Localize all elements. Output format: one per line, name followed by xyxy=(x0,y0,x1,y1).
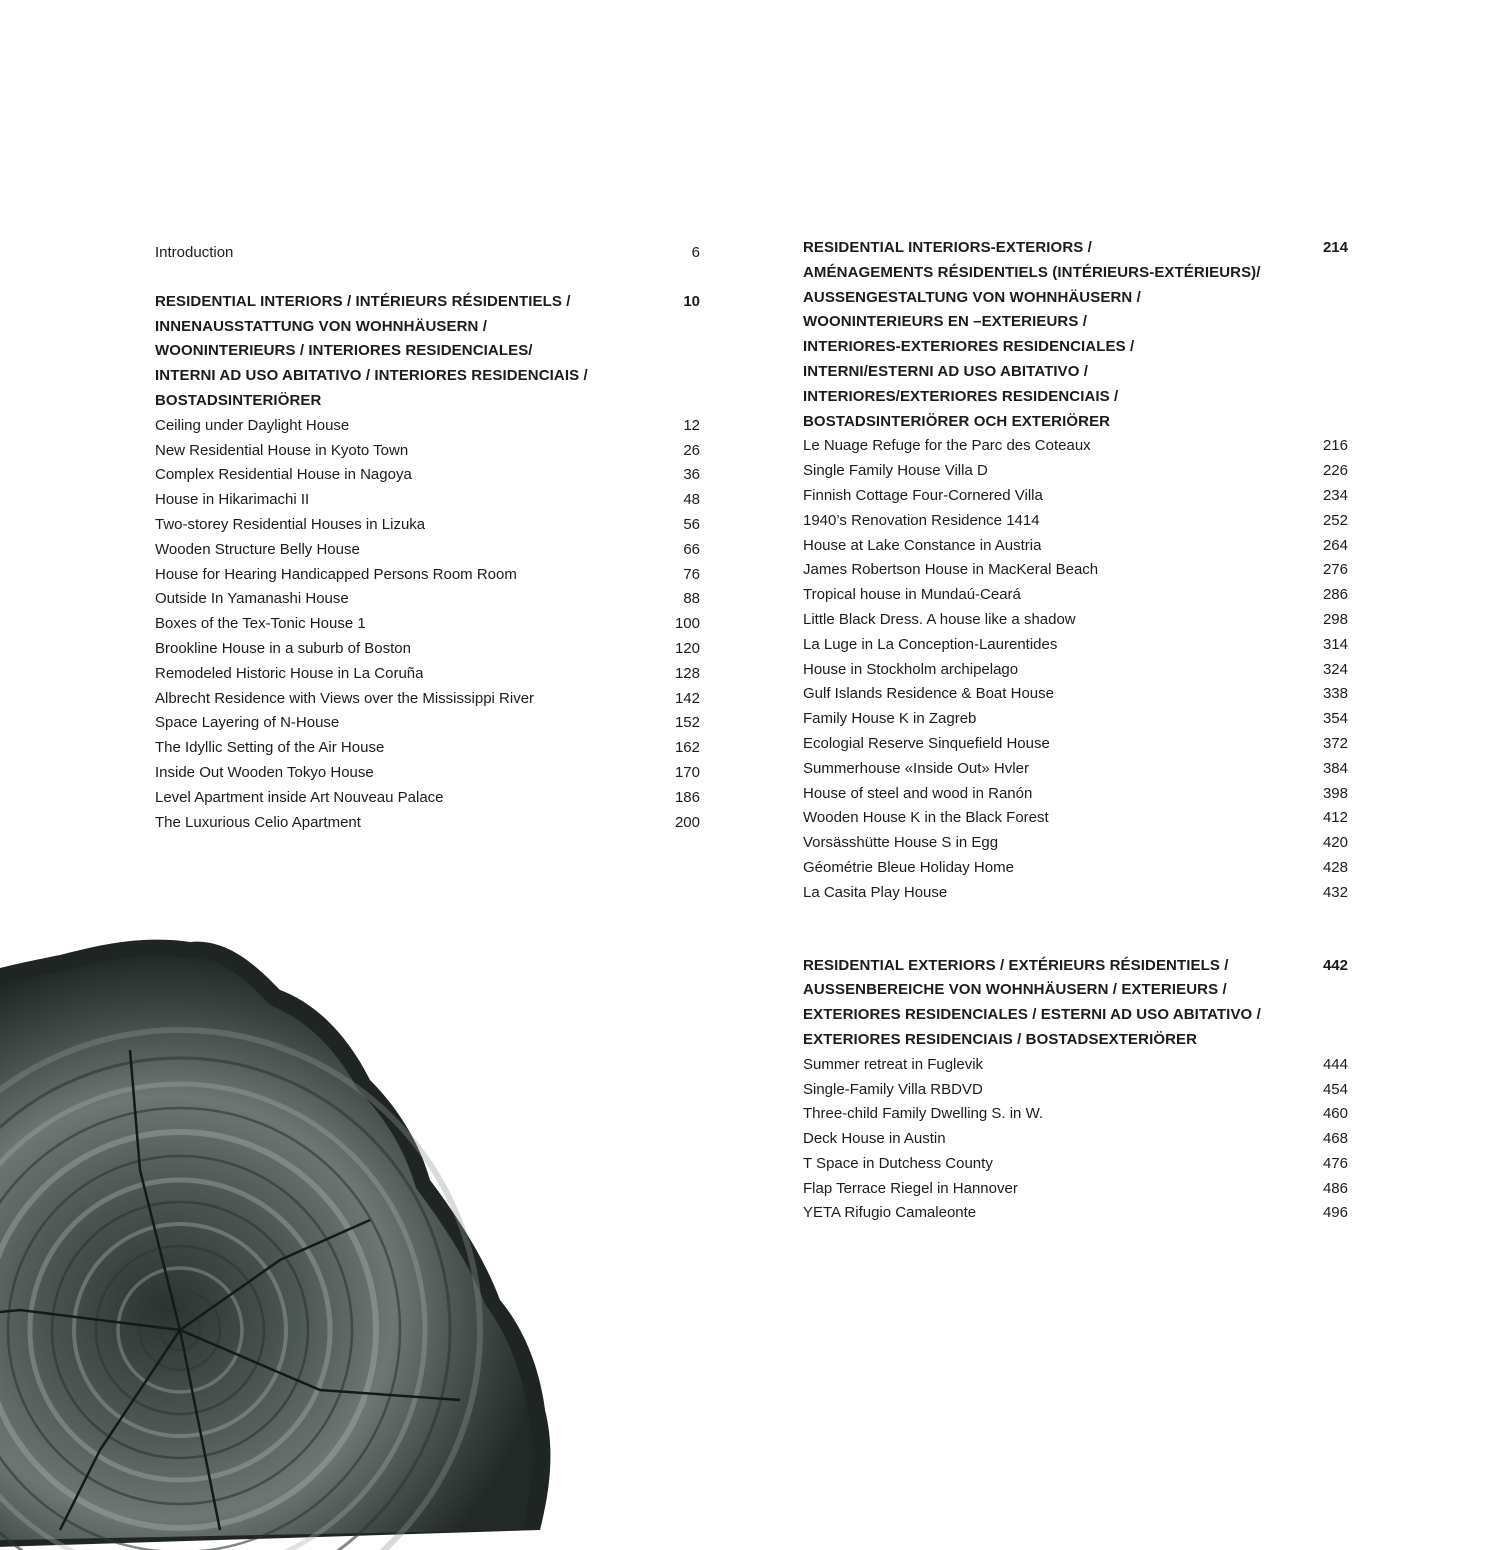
toc-entry-page: 468 xyxy=(1322,1130,1348,1148)
toc-entry-page: 496 xyxy=(1322,1204,1348,1222)
toc-entry-page: 234 xyxy=(1322,486,1348,504)
section-page-number: 214 xyxy=(1322,239,1348,256)
toc-entry-title: 1940’s Renovation Residence 1414 xyxy=(803,511,1040,529)
toc-entry[interactable] xyxy=(803,782,1348,807)
toc-entry[interactable] xyxy=(803,583,1348,608)
toc-entry-title: Space Layering of N-House xyxy=(155,714,340,732)
toc-entry[interactable] xyxy=(155,662,700,687)
toc-entry-title: Vorsässhütte House S in Egg xyxy=(803,834,999,852)
toc-entry-page: 324 xyxy=(1322,660,1348,678)
toc-entry[interactable] xyxy=(803,509,1348,534)
toc-entry-title: La Casita Play House xyxy=(803,883,948,901)
toc-entry-page: 100 xyxy=(674,615,700,633)
toc-entry-title: Ecologial Reserve Sinquefield House xyxy=(803,734,1050,752)
toc-entry-title: House of steel and wood in Ranón xyxy=(803,784,1033,802)
toc-entry[interactable] xyxy=(803,707,1348,732)
toc-entry[interactable] xyxy=(803,881,1348,906)
toc-entry-title: Summerhouse «Inside Out» Hvler xyxy=(803,759,1029,777)
toc-entry-title: Géométrie Bleue Holiday Home xyxy=(803,858,1014,876)
toc-entry-title: House for Hearing Handicapped Persons Room Room xyxy=(155,565,517,583)
toc-entry-page: 432 xyxy=(1322,883,1348,901)
toc-entry-page: 186 xyxy=(674,788,700,806)
toc-entry-page: 298 xyxy=(1322,610,1348,628)
toc-entry-title: YETA Rifugio Camaleonte xyxy=(803,1204,977,1222)
toc-entry-page: 128 xyxy=(674,664,700,682)
toc-entry-title: House in Stockholm archipelago xyxy=(803,660,1019,678)
toc-entry-page: 88 xyxy=(683,590,700,608)
toc-entry-page: 226 xyxy=(1322,462,1348,480)
section-heading-line: AUSSENBEREICHE VON WOHNHÄUSERN / EXTERIEURS / xyxy=(803,981,1227,999)
toc-entry-title: Introduction xyxy=(155,244,234,261)
section-page-number: 10 xyxy=(683,292,700,310)
toc-entry-title: Tropical house in Mundaú-Ceará xyxy=(803,586,1021,604)
section-heading-line: INTERNI/ESTERNI AD USO ABITATIVO / xyxy=(803,362,1089,380)
section-heading-line: INTERIORES-EXTERIORES RESIDENCIALES / xyxy=(803,338,1135,356)
section-heading-line: BOSTADSINTERIÖRER OCH EXTERIÖRER xyxy=(803,412,1111,430)
toc-entry-page: 12 xyxy=(683,416,700,434)
toc-entry-title: Wooden House K in the Black Forest xyxy=(803,809,1049,827)
toc-entry-page: 152 xyxy=(674,714,700,732)
toc-entry-page: 36 xyxy=(683,466,700,484)
toc-entry-page: 120 xyxy=(674,639,700,657)
toc-entry-page: 170 xyxy=(674,763,700,781)
toc-entry[interactable] xyxy=(803,1152,1348,1177)
toc-entry-title: Summer retreat in Fuglevik xyxy=(803,1055,984,1073)
toc-entry-page: 286 xyxy=(1322,586,1348,604)
toc-entry-page: 354 xyxy=(1322,710,1348,728)
toc-entry[interactable] xyxy=(803,459,1348,484)
toc-entry-title: Three-child Family Dwelling S. in W. xyxy=(803,1105,1044,1123)
toc-list xyxy=(803,434,1348,905)
toc-entry[interactable] xyxy=(155,513,700,538)
toc-entry[interactable] xyxy=(803,806,1348,831)
section-heading-line: RESIDENTIAL EXTERIORS / EXTÉRIEURS RÉSIDENTIELS / xyxy=(803,956,1229,974)
toc-entry-page: 412 xyxy=(1322,809,1348,827)
toc-entry-page: 252 xyxy=(1322,511,1348,529)
toc-left-column xyxy=(155,240,700,835)
toc-entry[interactable] xyxy=(155,463,700,488)
toc-entry[interactable] xyxy=(803,1078,1348,1103)
toc-entry-title: Family House K in Zagreb xyxy=(803,710,977,728)
toc-entry-title: Inside Out Wooden Tokyo House xyxy=(155,763,374,781)
toc-entry[interactable] xyxy=(155,439,700,464)
toc-entry[interactable] xyxy=(803,682,1348,707)
toc-entry[interactable] xyxy=(803,1127,1348,1152)
toc-entry-page: 476 xyxy=(1322,1154,1348,1172)
toc-entry-title: Complex Residential House in Nagoya xyxy=(155,466,412,484)
toc-entry-title: T Space in Dutchess County xyxy=(803,1154,993,1172)
toc-entry-title: Little Black Dress. A house like a shadow xyxy=(803,610,1076,628)
toc-entry-page: 264 xyxy=(1322,536,1348,554)
toc-entry-page: 142 xyxy=(674,689,700,707)
toc-entry-page: 398 xyxy=(1322,784,1348,802)
toc-entry[interactable] xyxy=(155,811,700,836)
toc-entry[interactable] xyxy=(803,484,1348,509)
toc-entry-title: Albrecht Residence with Views over the Mississippi River xyxy=(155,689,535,707)
toc-entry-title: Gulf Islands Residence & Boat House xyxy=(803,685,1054,703)
toc-entry[interactable] xyxy=(155,637,700,662)
toc-entry[interactable] xyxy=(155,687,700,712)
toc-entry-page: 216 xyxy=(1322,437,1348,455)
section-heading-line: AUSSENGESTALTUNG VON WOHNHÄUSERN / xyxy=(803,288,1141,306)
toc-entry-title: Deck House in Austin xyxy=(803,1130,946,1148)
toc-entry[interactable] xyxy=(155,761,700,786)
toc-entry-title: The Idyllic Setting of the Air House xyxy=(155,739,385,757)
toc-entry-title: Finnish Cottage Four-Cornered Villa xyxy=(803,486,1043,504)
section-heading-line: AMÉNAGEMENTS RÉSIDENTIELS (INTÉRIEURS-EXTÉRIEURS)/ xyxy=(803,263,1261,281)
section-heading-line: BOSTADSINTERIÖRER xyxy=(155,391,322,409)
toc-entry[interactable] xyxy=(803,658,1348,683)
toc-entry[interactable] xyxy=(803,1201,1348,1226)
toc-entry-page: 486 xyxy=(1322,1179,1348,1197)
toc-entry-page: 6 xyxy=(691,244,700,261)
toc-entry-title: New Residential House in Kyoto Town xyxy=(155,441,409,459)
toc-entry-page: 200 xyxy=(674,813,700,831)
section-page-number: 442 xyxy=(1322,956,1348,974)
section-heading-line: RESIDENTIAL INTERIORS / INTÉRIEURS RÉSIDENTIELS / xyxy=(155,292,571,310)
toc-entry[interactable] xyxy=(803,757,1348,782)
toc-entry-page: 162 xyxy=(674,739,700,757)
toc-entry[interactable] xyxy=(803,633,1348,658)
toc-entry-title: Wooden Structure Belly House xyxy=(155,540,360,558)
section-heading-line: INTERNI AD USO ABITATIVO / INTERIORES RESIDENCIAIS / xyxy=(155,367,588,385)
section-heading-line: WOONINTERIEURS / INTERIORES RESIDENCIALES/ xyxy=(155,342,533,360)
section-heading-line: INNENAUSSTATTUNG VON WOHNHÄUSERN / xyxy=(155,317,488,335)
toc-entry-page: 314 xyxy=(1322,635,1348,653)
section-heading-line: RESIDENTIAL INTERIORS-EXTERIORS / xyxy=(803,239,1092,256)
toc-entry-page: 66 xyxy=(683,540,700,558)
toc-entry-title: House in Hikarimachi II xyxy=(155,491,310,509)
toc-entry[interactable] xyxy=(155,786,700,811)
toc-entry-title: Level Apartment inside Art Nouveau Palace xyxy=(155,788,444,806)
section-heading-residential-interiors-exteriors[interactable] xyxy=(803,236,1348,434)
toc-entry-page: 26 xyxy=(683,441,700,459)
section-heading-residential-interiors[interactable] xyxy=(155,290,700,414)
toc-entry-page: 276 xyxy=(1322,561,1348,579)
toc-entry-page: 48 xyxy=(683,491,700,509)
toc-entry[interactable] xyxy=(155,414,700,439)
toc-entry-title: The Luxurious Celio Apartment xyxy=(155,813,361,831)
toc-entry-title: Brookline House in a suburb of Boston xyxy=(155,639,411,657)
toc-entry[interactable] xyxy=(155,736,700,761)
toc-entry-title: Single-Family Villa RBDVD xyxy=(803,1080,983,1098)
toc-entry[interactable] xyxy=(803,608,1348,633)
toc-entry-page: 338 xyxy=(1322,685,1348,703)
toc-entry-page: 444 xyxy=(1322,1055,1348,1073)
toc-list xyxy=(803,1053,1348,1227)
section-heading-line: WOONINTERIEURS EN –EXTERIEURS / xyxy=(803,313,1087,331)
toc-entry[interactable] xyxy=(155,538,700,563)
toc-entry-page: 384 xyxy=(1322,759,1348,777)
toc-entry-title: Le Nuage Refuge for the Parc des Coteaux xyxy=(803,437,1091,455)
toc-entry-page: 460 xyxy=(1322,1105,1348,1123)
section-heading-line: INTERIORES/EXTERIORES RESIDENCIAIS / xyxy=(803,387,1119,405)
toc-entry[interactable] xyxy=(803,434,1348,459)
toc-entry[interactable] xyxy=(803,1177,1348,1202)
toc-entry-title: Boxes of the Tex-Tonic House 1 xyxy=(155,615,366,633)
toc-entry-title: House at Lake Constance in Austria xyxy=(803,536,1042,554)
toc-entry-title: Remodeled Historic House in La Coruña xyxy=(155,664,424,682)
toc-entry[interactable] xyxy=(803,534,1348,559)
toc-list xyxy=(155,414,700,836)
tree-stump-illustration xyxy=(0,930,560,1550)
toc-entry-page: 56 xyxy=(683,515,700,533)
section-heading-residential-exteriors[interactable] xyxy=(803,954,1348,1053)
toc-entry[interactable] xyxy=(155,488,700,513)
toc-entry-title: Ceiling under Daylight House xyxy=(155,416,350,434)
section-heading-line: EXTERIORES RESIDENCIAIS / BOSTADSEXTERIÖRER xyxy=(803,1030,1198,1048)
toc-entry[interactable] xyxy=(803,732,1348,757)
toc-entry[interactable] xyxy=(803,856,1348,881)
toc-right-column xyxy=(803,236,1348,1226)
section-spacer xyxy=(803,906,1348,954)
toc-entry-title: Flap Terrace Riegel in Hannover xyxy=(803,1179,1018,1197)
toc-entry[interactable] xyxy=(803,1053,1348,1078)
toc-entry[interactable] xyxy=(155,587,700,612)
toc-entry-title: Two-storey Residential Houses in Lizuka xyxy=(155,515,426,533)
toc-entry[interactable] xyxy=(155,563,700,588)
toc-entry-introduction[interactable] xyxy=(155,241,700,266)
toc-entry-title: James Robertson House in MacKeral Beach xyxy=(803,561,1099,579)
toc-entry[interactable] xyxy=(155,612,700,637)
toc-entry-page: 372 xyxy=(1322,734,1348,752)
toc-entry-title: La Luge in La Conception-Laurentides xyxy=(803,635,1058,653)
toc-entry[interactable] xyxy=(803,558,1348,583)
toc-entry-title: Outside In Yamanashi House xyxy=(155,590,349,608)
toc-entry-page: 420 xyxy=(1322,834,1348,852)
toc-entry[interactable] xyxy=(803,1102,1348,1127)
toc-entry[interactable] xyxy=(155,711,700,736)
toc-entry-title: Single Family House Villa D xyxy=(803,462,988,480)
section-heading-line: EXTERIORES RESIDENCIALES / ESTERNI AD USO ABITATIVO / xyxy=(803,1006,1261,1024)
toc-entry-page: 428 xyxy=(1322,858,1348,876)
toc-entry[interactable] xyxy=(803,831,1348,856)
toc-entry-page: 76 xyxy=(683,565,700,583)
toc-entry-page: 454 xyxy=(1322,1080,1348,1098)
